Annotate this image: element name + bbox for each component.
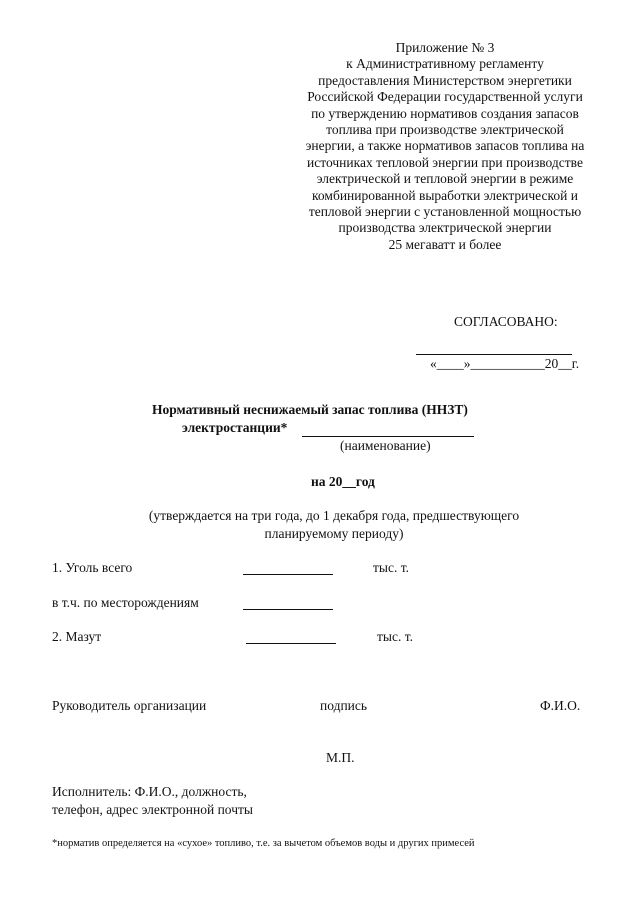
signature-label: подпись <box>320 698 368 713</box>
approval-note-line2: планируемому периоду) <box>264 526 404 541</box>
appendix-header <box>282 40 608 253</box>
approval-date-line: «____»___________20__г. <box>430 356 580 371</box>
coal-by-deposits-label: в т.ч. по месторождениям <box>52 595 199 610</box>
coal-total-value-line <box>243 574 333 575</box>
appendix-line: Российской Федерации государственной услуги <box>307 89 583 105</box>
appendix-line: тепловой энергии с установленной мощностью <box>308 204 582 220</box>
appendix-line: к Административному регламенту <box>346 56 544 72</box>
head-of-organization-label: Руководитель организации <box>52 698 207 713</box>
appendix-line: топлива при производстве электрической <box>326 122 564 138</box>
appendix-line: Приложение № 3 <box>395 40 495 55</box>
fuel-oil-label: 2. Мазут <box>52 629 102 644</box>
appendix-line: комбинированной выработки электрической и <box>312 187 578 203</box>
appendix-line: энергии, а также нормативов запасов топлива на <box>305 138 585 154</box>
executor-line2: телефон, адрес электронной почты <box>52 802 253 817</box>
appendix-line: источниках тепловой энергии при производстве <box>307 154 583 170</box>
year-title: на 20__год <box>311 474 375 489</box>
fuel-oil-value-line <box>246 643 336 644</box>
appendix-line: 25 мегаватт и более <box>388 236 502 252</box>
document-title: Нормативный неснижаемый запас топлива (ННЗТ) <box>152 402 468 417</box>
fuel-oil-unit: тыс. т. <box>377 629 413 644</box>
power-plant-label: электростанции* <box>182 420 288 435</box>
power-plant-name-line <box>302 436 474 437</box>
appendix-line: производства электрической энергии <box>338 220 552 236</box>
stamp-label: М.П. <box>326 750 355 765</box>
approval-label: СОГЛАСОВАНО: <box>454 314 558 329</box>
appendix-line: электрической и тепловой энергии в режиме <box>316 171 574 187</box>
coal-total-label: 1. Уголь всего <box>52 560 133 575</box>
name-hint: (наименование) <box>340 438 431 453</box>
approval-note-line1: (утверждается на три года, до 1 декабря года, предшествующего <box>148 508 520 523</box>
full-name-label: Ф.И.О. <box>540 698 581 713</box>
approval-signature-line <box>416 354 572 355</box>
appendix-line: предоставления Министерством энергетики <box>318 72 572 88</box>
coal-total-unit: тыс. т. <box>373 560 409 575</box>
footnote: *норматив определяется на «сухое» топливо, т.е. за вычетом объемов воды и других примесей <box>52 838 475 849</box>
coal-by-deposits-value-line <box>243 609 333 610</box>
appendix-line: по утверждению нормативов создания запасов <box>311 105 579 121</box>
executor-line1: Исполнитель: Ф.И.О., должность, <box>52 784 247 799</box>
